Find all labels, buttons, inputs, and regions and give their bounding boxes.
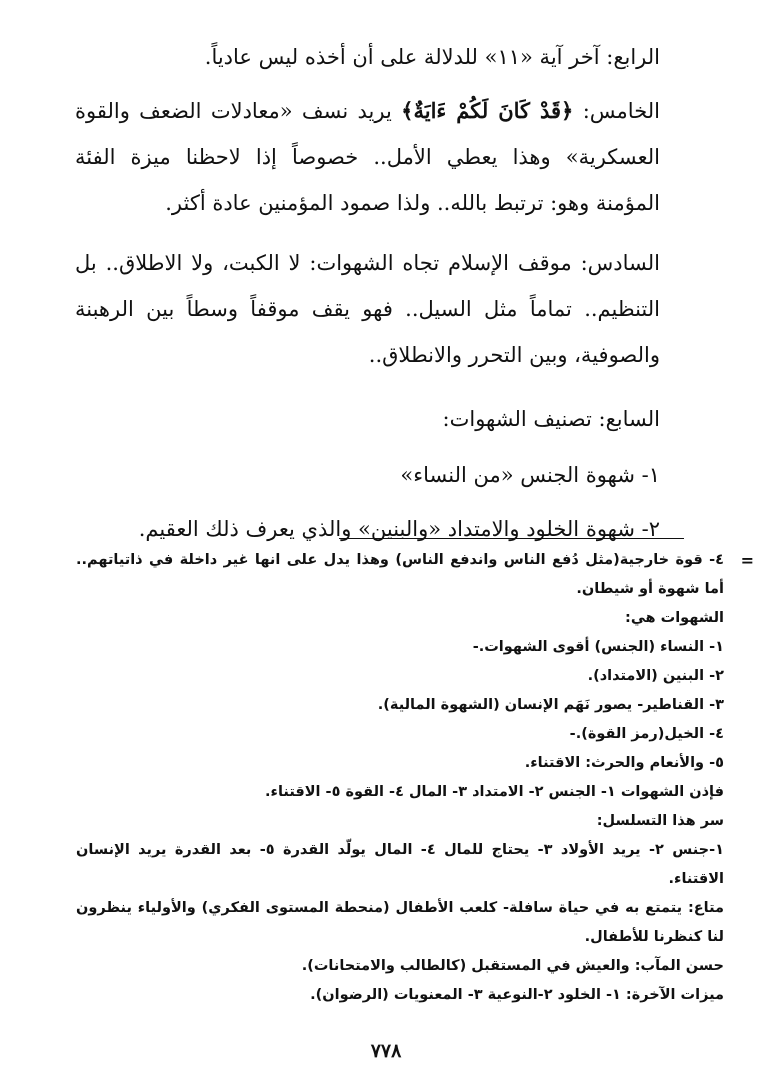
footnote-divider bbox=[339, 538, 684, 539]
footnote-line: ٤- الخيل(رمز القوة).- bbox=[569, 726, 724, 742]
paragraph-fourth: الرابع: آخر آية «١١» للدلالة على أن أخذه ليس عادياً. bbox=[204, 45, 660, 69]
footnote-line: ١-جنس ٢- يريد الأولاد ٣- يحتاج للمال ٤- المال يولّد القدرة ٥- بعد القدرة يريد الإنسان الاقتناء. bbox=[76, 842, 725, 887]
footnote-line: الشهوات هي: bbox=[625, 610, 724, 626]
list-item-desire-2: ٢- شهوة الخلود والامتداد «والبنين» والذي يعرف ذلك العقيم. bbox=[138, 517, 660, 541]
paragraph-fifth-body: يريد نسف «معادلات الضعف والقوة العسكرية» وهذا يعطي الأمل.. خصوصاً إذا لاحظنا ميزة الفئة المؤمنة وهو: ترتبط بالله.. ولذا صمود المؤمنين عادة أكثر. bbox=[75, 99, 660, 215]
paragraph-sixth: السادس: موقف الإسلام تجاه الشهوات: لا الكبت، ولا الاطلاق.. بل التنظيم.. تماماً مثل السيل.. فهو يقف موقفاً وسطاً بين الرهبنة والصوفية، وبين التحرر والانطلاق.. bbox=[75, 251, 660, 367]
footnote-line: متاع: يتمتع به في حياة سافلة- كلعب الأطفال (منحطة المستوى الفكري) والأولياء ينظرون لنا كنظرنا للأطفال. bbox=[76, 900, 724, 945]
footnote-line: ٣- القناطير- يصور نَهَم الإنسان (الشهوة المالية). bbox=[377, 697, 724, 713]
page-number: ٧٧٨ bbox=[370, 1040, 402, 1062]
paragraph-fifth bbox=[75, 88, 660, 226]
footnote-line: ٢- البنين (الامتداد). bbox=[587, 668, 724, 684]
quran-bracket-open: ﴿ bbox=[561, 98, 574, 123]
footnote-line: حسن المآب: والعيش في المستقبل (كالطالب والامتحانات). bbox=[301, 958, 724, 974]
main-text-block bbox=[75, 34, 660, 564]
footnote-line: ١- النساء (الجنس) أقوى الشهوات.- bbox=[472, 639, 724, 655]
footnote-line: ميزات الآخرة: ١- الخلود ٢-النوعية ٣- المعنويات (الرضوان). bbox=[310, 987, 724, 1003]
footnote-line: ٤- قوة خارجية(مثل دُفع الناس واندفع الناس) وهذا يدل على انها غير داخلة في ذاتياتهم.. أما شهوة أو شيطان. bbox=[76, 552, 724, 597]
paragraph-fifth-lead: الخامس: bbox=[582, 99, 660, 123]
quran-verse: قَدْ كَانَ لَكُمْ ءَايَةٌ bbox=[413, 98, 562, 123]
footnotes-block bbox=[76, 546, 754, 1010]
footnote-line: فإذن الشهوات ١- الجنس ٢- الامتداد ٣- المال ٤- القوة ٥- الاقتناء. bbox=[265, 784, 724, 800]
list-item-desire-1: ١- شهوة الجنس «من النساء» bbox=[400, 463, 660, 487]
paragraph-seventh: السابع: تصنيف الشهوات: bbox=[442, 407, 660, 431]
footnote-continuation-mark: = bbox=[740, 551, 754, 570]
quran-bracket-close: ﴾ bbox=[401, 98, 414, 123]
footnote-line: ٥- والأنعام والحرث: الاقتناء. bbox=[524, 755, 724, 771]
footnote-line: سر هذا التسلسل: bbox=[596, 813, 724, 829]
